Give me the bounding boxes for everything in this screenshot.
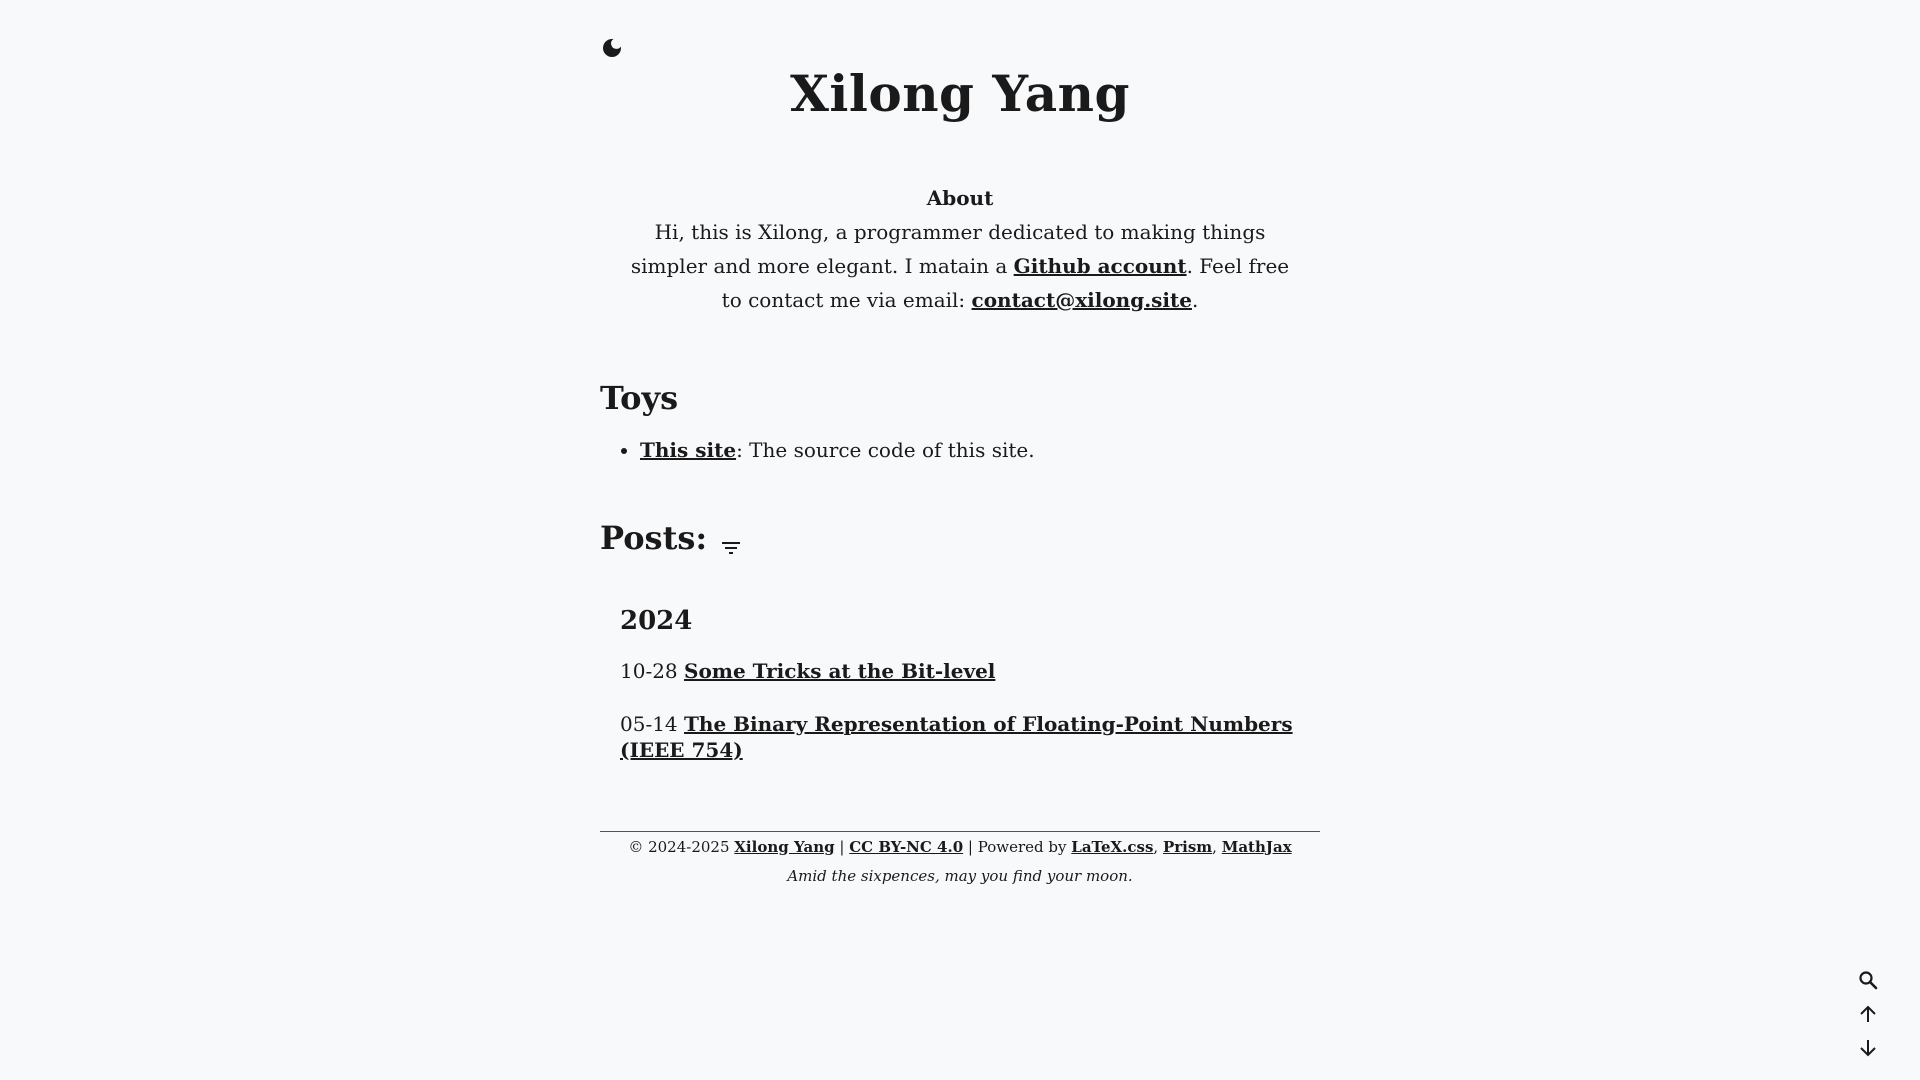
post-date: 10-28	[620, 658, 678, 683]
latex-css-link[interactable]: LaTeX.css	[1071, 837, 1154, 856]
post-link[interactable]: Some Tricks at the Bit-level	[684, 658, 996, 683]
post-link[interactable]: The Binary Representation of Floating-Point Numbers (IEEE 754)	[620, 711, 1293, 762]
footer-motto: Amid the sixpences, may you find your moon.	[787, 867, 1133, 886]
footer-comma: ,	[1212, 837, 1217, 856]
list-item	[620, 711, 1320, 763]
toys-heading: Toys	[600, 379, 679, 417]
about-section	[600, 181, 1320, 317]
year-heading: 2024	[620, 605, 693, 636]
search-icon[interactable]	[1856, 968, 1880, 992]
filter-icon[interactable]	[719, 530, 743, 554]
posts-heading	[600, 519, 1320, 557]
footer-credits	[600, 838, 1320, 858]
github-account-link[interactable]: Github account	[1013, 254, 1187, 278]
about-text-end: .	[1191, 288, 1199, 312]
toy-description: : The source code of this site.	[736, 438, 1035, 463]
floating-nav	[1856, 968, 1880, 1060]
toys-list	[600, 435, 1320, 465]
post-date: 05-14	[620, 711, 678, 736]
mathjax-link[interactable]: MathJax	[1221, 837, 1292, 856]
author-link[interactable]: Xilong Yang	[734, 837, 835, 856]
posts-heading-label: Posts:	[600, 519, 708, 558]
list-item	[640, 435, 1320, 465]
license-link[interactable]: CC BY-NC 4.0	[849, 837, 964, 856]
about-text-contact: . Feel free to contact me via email:	[721, 254, 1290, 312]
footer-separator: |	[839, 837, 845, 856]
list-item	[620, 658, 1320, 684]
powered-by-text: | Powered by	[967, 837, 1067, 856]
arrow-down-icon[interactable]	[1856, 1036, 1880, 1060]
footer-comma: ,	[1153, 837, 1159, 856]
footer	[600, 831, 1320, 886]
copyright-text: © 2024-2025	[628, 837, 730, 856]
moon-icon[interactable]	[600, 36, 624, 60]
arrow-up-icon[interactable]	[1856, 1002, 1880, 1026]
about-heading: About	[926, 186, 994, 210]
page-container	[600, 0, 1320, 885]
this-site-link[interactable]: This site	[640, 438, 737, 463]
site-title: Xilong Yang	[790, 64, 1130, 123]
prism-link[interactable]: Prism	[1162, 837, 1213, 856]
email-link[interactable]: contact@xilong.site	[971, 288, 1192, 312]
about-text-intro: Hi, this is Xilong, a programmer dedicated to making things simpler and more elegant. I matain a	[630, 220, 1266, 278]
